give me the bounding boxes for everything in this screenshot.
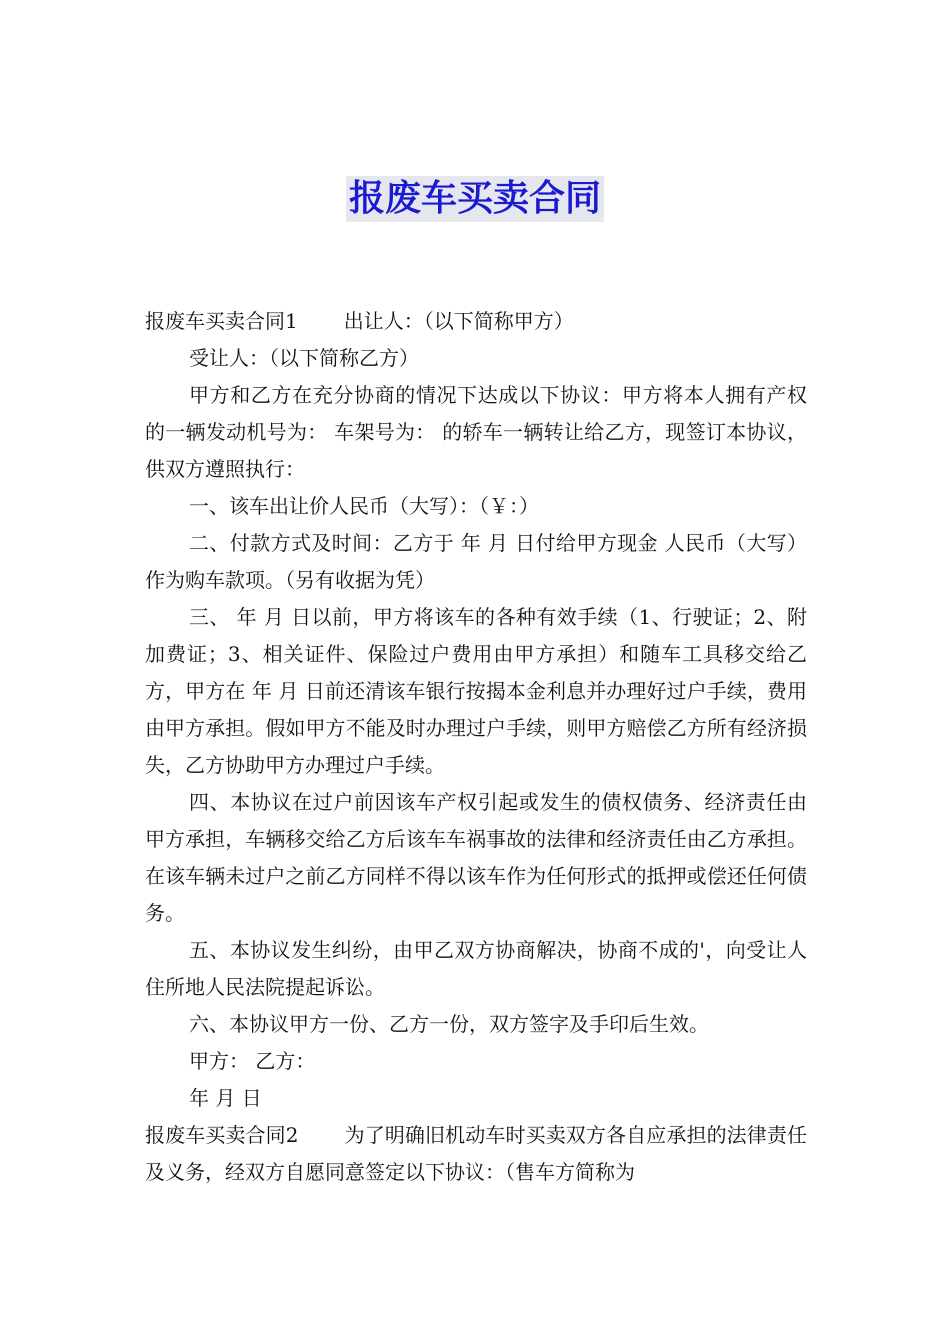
contract1-clause-1: 一、该车出让价人民币（大写）：（￥：） [189, 494, 539, 518]
contract1-clause-2: 二、付款方式及时间：乙方于 年 月 日付给甲方现金 人民币（大写） 作为购车款项。（另有收据为凭） [145, 531, 807, 592]
contract1-intro: 甲方和乙方在充分协商的情况下达成以下协议：甲方将本人拥有产权的一辆发动机号为： 车架号为： 的轿车一辆转让给乙方，现签订本协议，供双方遵照执行： [145, 383, 807, 481]
contract1-clause-4: 四、本协议在过户前因该车产权引起或发生的债权债务、经济责任由甲方承担，车辆移交给乙方后该车车祸事故的法律和经济责任由乙方承担。在该车辆未过户之前乙方同样不得以该车作为任何形式的抵押或偿还任何债务。 [145, 790, 807, 925]
contract1-transferor: 出让人：（以下简称甲方） [343, 309, 574, 333]
document-body [145, 303, 807, 1191]
contract1-heading: 报废车买卖合同1 [145, 309, 298, 333]
contract1-first-paragraph [145, 303, 807, 340]
contract1-date: 年 月 日 [189, 1086, 262, 1110]
contract1-clause-3: 三、 年 月 日以前，甲方将该车的各种有效手续（1、行驶证；2、附加费证；3、相关证件、保险过户费用由甲方承担）和随车工具移交给乙方，甲方在 年 月 日前还清该车银行按揭本金利息并办理好过户手续，费用由甲方承担。假如甲方不能及时办理过户手续，则甲方赔偿乙方所有经济损失，乙方协助甲方办理过户手续。 [145, 605, 807, 777]
document-title: 报废车买卖合同 [346, 176, 604, 222]
contract1-signatures: 甲方： 乙方： [189, 1049, 316, 1073]
contract1-clause-5: 五、本协议发生纠纷，由甲乙双方协商解决，协商不成的'，向受让人住所地人民法院提起诉讼。 [145, 938, 807, 999]
contract2-first-paragraph [145, 1117, 807, 1191]
contract1-transferee: 受让人：（以下简称乙方） [189, 346, 419, 370]
contract2-intro: 为了明确旧机动车时买卖双方各自应承担的法律责任及义务，经双方自愿同意签定以下协议：（售车方简称为 [145, 1123, 808, 1184]
document-title-wrap [0, 176, 950, 222]
contract2-heading: 报废车买卖合同2 [145, 1123, 299, 1147]
contract1-clause-6: 六、本协议甲方一份、乙方一份，双方签字及手印后生效。 [189, 1012, 709, 1036]
